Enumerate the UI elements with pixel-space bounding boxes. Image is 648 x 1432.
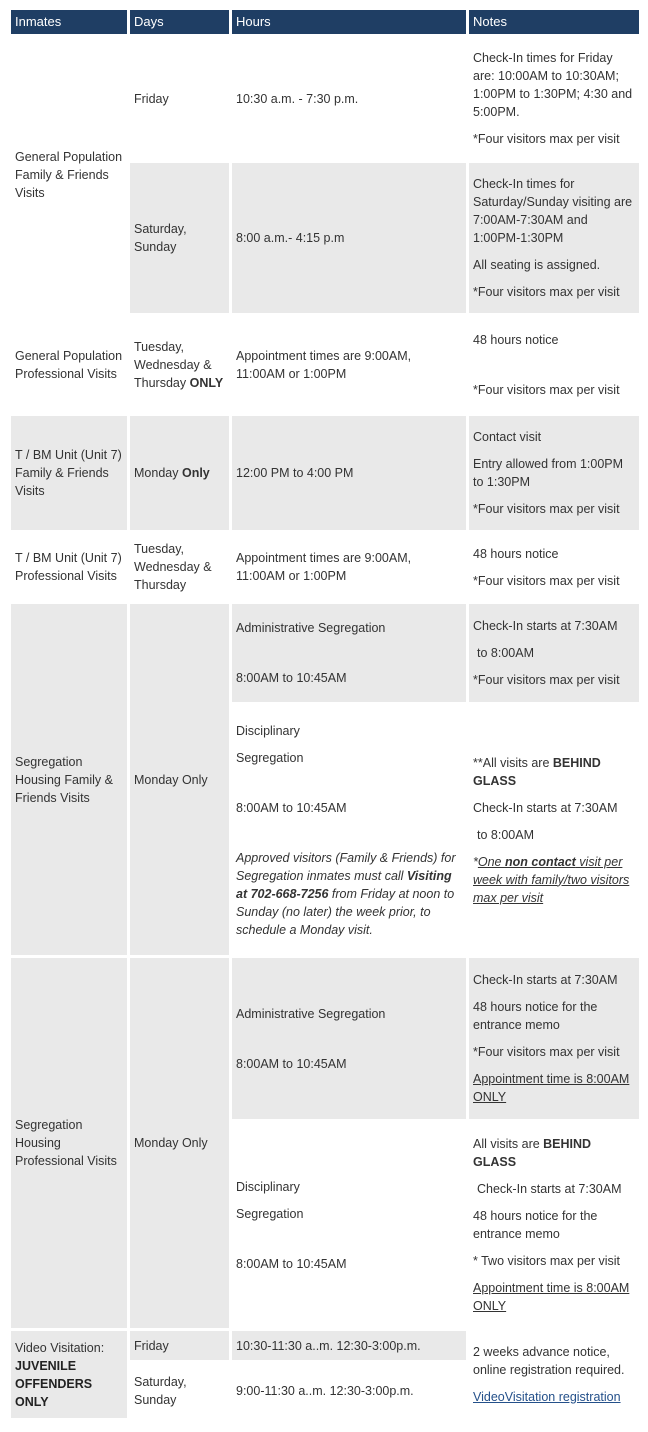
seg-family-visit-policy-link[interactable]: One non contact visit per week with family/two visitors max per visit	[473, 854, 630, 905]
video-friday-day: Friday	[130, 1331, 229, 1360]
seg-family-inmates-cell: Segregation Housing Family & Friends Visits	[11, 604, 127, 955]
gp-family-weekend-hours: 8:00 a.m.- 4:15 p.m	[232, 163, 466, 313]
seg-family-days-cell: Monday Only	[130, 604, 229, 955]
header-hours: Hours	[232, 10, 466, 34]
tbm-prof-inmates-cell: T / BM Unit (Unit 7) Professional Visits	[11, 533, 127, 601]
gp-prof-days-cell: Tuesday, Wednesday & Thursday ONLY	[130, 316, 229, 413]
seg-prof-inmates-cell: Segregation Housing Professional Visits	[11, 958, 127, 1328]
seg-family-admin-notes: Check-In starts at 7:30AM to 8:00AM *Four visitors max per visit	[469, 604, 639, 702]
seg-family-call-instructions: Approved visitors (Family & Friends) for Segregation inmates must call Visiting at 702-668-7256 from Friday at noon to Sunday (no later) the week prior, to schedule a Monday visit.	[236, 850, 456, 937]
video-visitation-registration-link[interactable]: VideoVisitation registration	[473, 1390, 621, 1404]
video-weekend-day: Saturday, Sunday	[130, 1363, 229, 1418]
video-notes-cell: 2 weeks advance notice, online registration required. VideoVisitation registration	[469, 1331, 639, 1418]
tbm-family-inmates-cell: T / BM Unit (Unit 7) Family & Friends Visits	[11, 416, 127, 530]
seg-prof-disc-hours: Disciplinary Segregation 8:00AM to 10:45AM	[232, 1122, 466, 1328]
gp-family-friday-hours: 10:30 a.m. - 7:30 p.m.	[232, 37, 466, 160]
gp-prof-notes-cell: 48 hours notice *Four visitors max per visit	[469, 316, 639, 413]
gp-family-friday-notes: Check-In times for Friday are: 10:00AM to 10:30AM; 1:00PM to 1:30PM; 4:30 and 5:00PM. *Four visitors max per visit	[469, 37, 639, 160]
header-inmates: Inmates	[11, 10, 127, 34]
gp-prof-hours-cell: Appointment times are 9:00AM, 11:00AM or 1:00PM	[232, 316, 466, 413]
seg-family-admin-hours: Administrative Segregation 8:00AM to 10:45AM	[232, 604, 466, 702]
tbm-family-hours-cell: 12:00 PM to 4:00 PM	[232, 416, 466, 530]
seg-prof-disc-appointment-link[interactable]: Appointment time is 8:00AM ONLY	[473, 1281, 630, 1313]
video-friday-hours: 10:30-11:30 a..m. 12:30-3:00p.m.	[232, 1331, 466, 1360]
video-inmates-cell: Video Visitation: JUVENILE OFFENDERS ONLY	[11, 1331, 127, 1418]
seg-prof-admin-appointment-link[interactable]: Appointment time is 8:00AM ONLY	[473, 1072, 630, 1104]
header-notes: Notes	[469, 10, 639, 34]
seg-prof-days-cell: Monday Only	[130, 958, 229, 1328]
tbm-family-notes-cell: Contact visit Entry allowed from 1:00PM to 1:30PM *Four visitors max per visit	[469, 416, 639, 530]
seg-prof-disc-notes: All visits are BEHIND GLASS Check-In starts at 7:30AM 48 hours notice for the entrance memo * Two visitors max per visit Appointment time is 8:00AM ONLY	[469, 1122, 639, 1328]
video-weekend-hours: 9:00-11:30 a..m. 12:30-3:00p.m.	[232, 1363, 466, 1418]
seg-family-disc-hours: Disciplinary Segregation 8:00AM to 10:45AM Approved visitors (Family & Friends) for Segregation inmates must call Visiting at 702-668-7256 from Friday at noon to Sunday (no later) the week prior, to schedule a Monday visit.	[232, 705, 466, 955]
gp-family-friday-day: Friday	[130, 37, 229, 160]
gp-family-inmates-cell: General Population Family & Friends Visits	[11, 37, 127, 313]
seg-prof-admin-hours: Administrative Segregation 8:00AM to 10:45AM	[232, 958, 466, 1119]
header-days: Days	[130, 10, 229, 34]
gp-prof-inmates-cell: General Population Professional Visits	[11, 316, 127, 413]
tbm-prof-notes-cell: 48 hours notice *Four visitors max per visit	[469, 533, 639, 601]
seg-prof-admin-notes: Check-In starts at 7:30AM 48 hours notice for the entrance memo *Four visitors max per visit Appointment time is 8:00AM ONLY	[469, 958, 639, 1119]
tbm-family-days-cell: Monday Only	[130, 416, 229, 530]
gp-family-weekend-day: Saturday, Sunday	[130, 163, 229, 313]
tbm-prof-hours-cell: Appointment times are 9:00AM, 11:00AM or 1:00PM	[232, 533, 466, 601]
gp-family-weekend-notes: Check-In times for Saturday/Sunday visiting are 7:00AM-7:30AM and 1:00PM-1:30PM All seating is assigned. *Four visitors max per visit	[469, 163, 639, 313]
seg-family-disc-notes: **All visits are BEHIND GLASS Check-In starts at 7:30AM to 8:00AM *One non contact visit per week with family/two visitors max per visit	[469, 705, 639, 955]
tbm-prof-days-cell: Tuesday, Wednesday & Thursday	[130, 533, 229, 601]
